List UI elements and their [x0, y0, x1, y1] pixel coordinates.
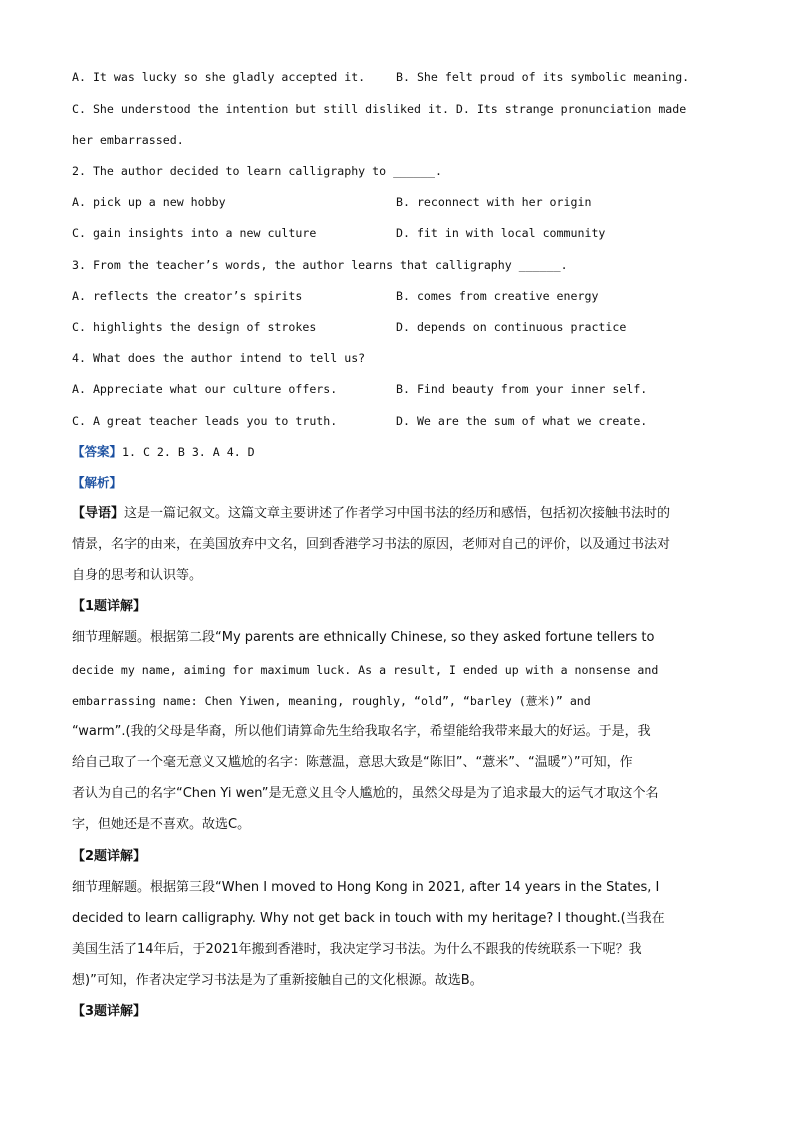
detail1-line-6: 者认为自己的名字“Chen Yi wen”是无意义且令人尴尬的，虽然父母是为了追求最大的运气才取这个名 — [72, 786, 659, 801]
detail1-line-1: 细节理解题。根据第二段“My parents are ethnically Chinese, so they asked fortune tellers to — [72, 630, 655, 645]
q4-option-c: C. A great teacher leads you to truth. — [72, 414, 338, 428]
detail2-line-3: 美国生活了14年后，于2021年搬到香港时，我决定学习书法。为什么不跟我的传统联系一下呢？我 — [72, 942, 642, 957]
guide-line-1: 【导语】这是一篇记叙文。这篇文章主要讲述了作者学习中国书法的经历和感悟，包括初次接触书法时的 — [72, 506, 671, 521]
detail2-line-2: decided to learn calligraphy. Why not get back in touch with my heritage? I thought.(当我在 — [72, 911, 665, 926]
q4-stem: 4. What does the author intend to tell us? — [72, 351, 366, 365]
q4-option-d: D. We are the sum of what we create. — [396, 414, 648, 428]
q1-option-a: A. It was lucky so she gladly accepted it. — [72, 70, 366, 84]
q1-option-c-d: C. She understood the intention but still disliked it. D. Its strange pronunciation made — [72, 102, 687, 116]
answer-label: 【答案】 — [72, 444, 123, 459]
guide-line-3: 自身的思考和认识等。 — [72, 568, 203, 583]
detail3-heading: 【3题详解】 — [72, 1004, 147, 1019]
detail1-line-7: 字，但她还是不喜欢。故选C。 — [72, 817, 251, 832]
answer-line — [72, 444, 255, 460]
detail1-heading: 【1题详解】 — [72, 599, 147, 614]
guide-label: 【导语】 — [72, 506, 125, 521]
q4-option-b: B. Find beauty from your inner self. — [396, 382, 648, 396]
q3-stem: 3. From the teacher’s words, the author learns that calligraphy ______. — [72, 258, 568, 272]
q3-option-a: A. reflects the creator’s spirits — [72, 289, 303, 303]
analysis-heading: 【解析】 — [72, 475, 123, 490]
detail1-line-4: “warm”.(我的父母是华裔，所以他们请算命先生给我取名字，希望能给我带来最大的好运。于是，我 — [72, 724, 651, 739]
q2-option-b: B. reconnect with her origin — [396, 195, 592, 209]
q3-option-d: D. depends on continuous practice — [396, 320, 627, 334]
q2-stem: 2. The author decided to learn calligraphy to ______. — [72, 164, 442, 178]
detail1-line-2: decide my name, aiming for maximum luck. As a result, I ended up with a nonsense and — [72, 663, 659, 677]
detail1-line-5: 给自己取了一个毫无意义又尴尬的名字：陈薏温，意思大致是“陈旧”、“薏米”、“温暖”）”可知，作 — [72, 755, 633, 770]
q3-option-c: C. highlights the design of strokes — [72, 320, 317, 334]
detail2-heading: 【2题详解】 — [72, 849, 147, 864]
q2-option-a: A. pick up a new hobby — [72, 195, 226, 209]
q1-option-d-continued: her embarrassed. — [72, 133, 184, 147]
detail1-line-3: embarrassing name: Chen Yiwen, meaning, roughly, “old”, “barley (薏米)” and — [72, 694, 591, 708]
answer-text: 1. C 2. B 3. A 4. D — [122, 445, 255, 459]
q2-option-d: D. fit in with local community — [396, 226, 606, 240]
detail2-line-4: 想)”可知，作者决定学习书法是为了重新接触自己的文化根源。故选B。 — [72, 973, 483, 988]
detail2-line-1: 细节理解题。根据第三段“When I moved to Hong Kong in 2021, after 14 years in the States, I — [72, 880, 660, 895]
guide-line-2: 情景，名字的由来，在美国放弃中文名，回到香港学习书法的原因，老师对自己的评价，以及通过书法对 — [72, 537, 671, 552]
q2-option-c: C. gain insights into a new culture — [72, 226, 317, 240]
q4-option-a: A. Appreciate what our culture offers. — [72, 382, 338, 396]
q3-option-b: B. comes from creative energy — [396, 289, 599, 303]
q1-option-b: B. She felt proud of its symbolic meaning. — [396, 70, 690, 84]
